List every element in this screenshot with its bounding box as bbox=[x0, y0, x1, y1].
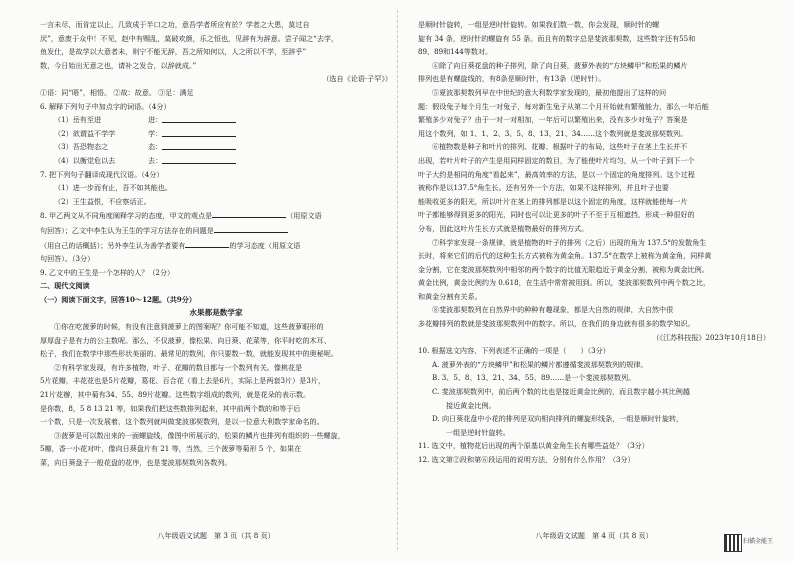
paragraph-line: ⑦科学家发现一条规律，就是植物的叶子的排列（之后）出现的角为 137.5°的发散角生 bbox=[432, 237, 707, 247]
paragraph-line: 用这个数列，如 1、1、2、3、5、8、13、21、34……这个数列就是斐波那契数列。 bbox=[418, 128, 688, 138]
item-word: 进： bbox=[148, 115, 163, 125]
paragraph-line: 旋有 34 条，逆时针的螺旋有 55 条。而且有的数字总是斐波那契数，这些数字还有55和 bbox=[418, 33, 696, 43]
question-9: 9. 乙文中的王生是一个怎样的人？（2分） bbox=[40, 267, 175, 277]
paragraph-line: 能吸收更多的阳光，所以叶片在茎上的排列都是以这个固定的角度，这样就能使每一片 bbox=[418, 196, 688, 206]
question-10-option-d-cont: 一组是逆时针旋转。 bbox=[446, 427, 510, 437]
question-8-text: （用自己的话概括）；另外李生认为善学者要有 bbox=[40, 240, 186, 250]
question-12: 12. 选文第②段和第⑥段运用的说明方法，分别有什么作用？（3分） bbox=[418, 455, 635, 464]
paragraph-line: 21片花辦，其中菊有34、55、89片花瓣。这些数字组成的数列，就是花朵的表示数。 bbox=[40, 390, 311, 400]
paragraph-line: 5片花瓣，丰花花也是5片花瓣，葛花、百合花（看上去是6片，实际上是两套3片）是3片， bbox=[40, 376, 326, 386]
paragraph-line: 分布，因此这叶片生长方式就是植物最好的排列方式。 bbox=[418, 223, 589, 233]
source-citation: （选自《论语·子罕》） bbox=[322, 74, 392, 84]
paragraph-line: ④除了向日葵花盘的种子排列，除了向日葵，菠萝外表的“方块鳞甲”和松果的鳞片 bbox=[432, 60, 688, 70]
paragraph-line: 一个数，只是一次发展着，这个数列就叫做斐波那契数列，是以一位意大利数学家命名的。 bbox=[40, 417, 324, 427]
text-line: 数，今日始出无意之也，请补之发合，以辞就成。” bbox=[40, 60, 197, 70]
item-label: （4）以衡觉危以去 bbox=[54, 155, 116, 165]
question-10-option-d[interactable]: D. 向日葵花盘中小花的排列是双向相向排列的螺旋形线条，一组是顺时针旋转， bbox=[432, 414, 684, 424]
paragraph-line: ⑤夏波那契数列早在中世纪的意大利数学家发现的，最初他提出了这样的问 bbox=[432, 87, 667, 97]
paragraph-line: 和黄金分割有关系。 bbox=[418, 291, 482, 301]
item-word: 学： bbox=[148, 128, 163, 138]
item-label: （2）欲谓益不学学 bbox=[54, 128, 116, 138]
paragraph-line: 5瓣，香一小花对叶，像向日葵盘片有 21 等，当然，三个菠萝等菊形 5 个，如果在 bbox=[40, 444, 302, 454]
answer-blank[interactable] bbox=[162, 154, 236, 164]
answer-blank[interactable] bbox=[162, 127, 236, 137]
right-page bbox=[418, 18, 770, 467]
scanner-watermark: 扫描全能王 bbox=[743, 538, 774, 545]
question-10-option-c[interactable]: C. 斐波那契数列中，前后两个数的比也是接近黄金比例的，而且数字越小其比例越 bbox=[432, 387, 690, 397]
source-citation: （《江苏科技报》2023年10月18日） bbox=[652, 332, 770, 342]
page-footer-left: 八年级语文试题 第 3 页（共 8 页） bbox=[157, 531, 275, 540]
question-10-option-b[interactable]: B. 3、5、8、13、21、34、55、89……是一个斐波那契数列。 bbox=[432, 373, 636, 383]
paragraph-line: ③菠萝是可以数出来的一面螺旋线，像图中所展示的，松果的鳞片也排列有组织的一些螺旋， bbox=[54, 430, 345, 440]
paragraph-line: 是顺时针旋转，一组是逆时针旋转。如果我们数一数，你会发现，顺时针的螺 bbox=[418, 20, 660, 29]
text-line: 一言未尽，而肯定以止，几致成于半口之功，意吾学者所应有於？学者之大患，莫过自 bbox=[40, 20, 310, 29]
question-8-text: 句回答）；乙文中李生认为王生的学习方法存在的问题是 bbox=[40, 225, 214, 235]
question-10-stem: 10. 根据选文内容，下列表述不正确的一项是（ ）（3分） bbox=[418, 346, 610, 356]
paragraph-line: 松子，我们在数学中那些形状美丽的、最常见的数列，你只要数一数，就能发现其中的奥秘呢。 bbox=[40, 349, 338, 359]
left-page bbox=[40, 18, 392, 470]
item-label: （3）吾恐物态之 bbox=[54, 142, 109, 152]
paragraph-line: 厚厚盘子是有力的公主数呢。那么，不仅菠萝，像松果、向日葵、花菜等，你平时吃的木耳、 bbox=[40, 335, 331, 345]
question-6-item bbox=[40, 127, 392, 141]
question-8-line bbox=[40, 223, 392, 238]
paragraph-line: 叶子都能够得到更多的阳光，同时也可以让更多的叶子不至于互相遮挡，形成一种很好的 bbox=[418, 210, 695, 220]
paragraph-line: 菜，向日葵盘子一般花盘的花序，也是斐波那契数列各数列。 bbox=[40, 458, 232, 467]
paragraph-line: 89、89和144等数对。 bbox=[418, 47, 493, 57]
question-8-text: 8. 甲乙两文从不同角度阐释学习的态度，甲文的观点是 bbox=[40, 211, 213, 221]
answer-blank[interactable] bbox=[212, 208, 286, 218]
paragraph-line: ⑥植物数是种子和叶片的排列、花瓣、根据叶子的布局，这些叶子在茎上生长并不 bbox=[432, 142, 688, 152]
question-11: 11. 选文中，植物花后出现的两个原基以黄金角生长有哪些益处？（3分） bbox=[418, 441, 649, 451]
question-8-line bbox=[40, 238, 392, 253]
page-divider bbox=[397, 10, 398, 550]
annotation-note: ①语：同“晤”，相悟。 ②故：故意。 ③足：满足 bbox=[40, 87, 194, 97]
article-title: 水果都是数学家 bbox=[189, 308, 243, 318]
question-10-option-c-cont: 接近黄金比例。 bbox=[446, 400, 496, 410]
paragraph-line: 排列也是有螺旋线的，有8条是顺时针，有13条（逆时针）。 bbox=[418, 74, 606, 84]
paragraph-line: 金分割，它在斐波那契数列中相邻的两个数字的比值无限趋近于黄金分割，被称为黄金比例。 bbox=[418, 264, 709, 274]
answer-blank[interactable] bbox=[162, 140, 236, 150]
question-8-line: 句回答）。（3分） bbox=[40, 254, 95, 264]
question-7-item: （1）进一步而有止，吾不如其能也。 bbox=[54, 183, 173, 193]
qr-code-icon bbox=[724, 534, 742, 552]
paragraph-line: 繁殖多少对兔子？由于一对一对相加，一年后可以繁殖出来，没有多少对兔子？答案是 bbox=[418, 115, 688, 125]
question-8-line bbox=[40, 208, 392, 223]
question-8-text: （用原文语 bbox=[286, 211, 322, 221]
paragraph-line: 被称作是以137.5°角生长。还有另外一个方法，如果不这样排列，并且叶子也要 bbox=[418, 183, 669, 193]
section-heading: 二、现代文阅读 bbox=[40, 281, 90, 291]
question-7-stem: 7. 把下列句子翻译成现代汉语。（4分） bbox=[40, 169, 164, 179]
question-10-option-a[interactable]: A. 菠萝外表的“方块鳞甲”和松果的鳞片都遵循斐波那契数列的规律。 bbox=[432, 359, 648, 369]
answer-blank[interactable] bbox=[214, 223, 288, 233]
paragraph-line: ①你在吃菠萝的时候，有没有注意到菠萝上的图案呢？你可能不知道，这些菠萝眼形的 bbox=[54, 322, 324, 332]
item-word: 去： bbox=[148, 155, 163, 165]
item-word: 态： bbox=[148, 142, 163, 152]
text-line: 厌”，意废于众中！不见，赵中有赐乱，莫破欢颜，乐之恒也，见辞有为辞意。尝子闻之“去学， bbox=[40, 33, 339, 43]
answer-blank[interactable] bbox=[162, 113, 236, 123]
paragraph-line: 叶子大约是相同的角度“看起来”，最高效率的方法，是以一个固定的角度排列。这个过程 bbox=[418, 169, 695, 179]
question-7-item: （2）王生益恨，不应察话正。 bbox=[54, 196, 151, 206]
paragraph-line: 题：假设兔子每个月生一对兔子，每对新生兔子从第二个月开始就有繁殖能力，那么一年后能 bbox=[418, 101, 709, 111]
paragraph-line: 出现，若叶片叶子的产生是用同样固定的数目，为了能使叶片均匀，从一个叶子到下一个 bbox=[418, 155, 695, 165]
item-label: （1）岳有至进 bbox=[54, 115, 102, 125]
page-footer-right: 八年级语文试题 第 4 页（共 8 页） bbox=[535, 531, 653, 540]
answer-blank[interactable] bbox=[185, 238, 229, 248]
section-subheading: （一）阅读下面文字，回答10～12题。（共9分） bbox=[40, 294, 196, 304]
question-6-item bbox=[40, 140, 392, 154]
question-6-item bbox=[40, 113, 392, 127]
paragraph-line: 多花瓣排列的数就是斐波那契数列中的数字。所以，在我们的身边就有很多的数学知识。 bbox=[418, 319, 695, 329]
paragraph-line: 是你数，8，5 8 13 21 等，如果我们把这些数排列起来，其中前两个数的和等于后 bbox=[40, 403, 301, 413]
question-6-stem: 6. 解释下列句子中加点字的词语。（4分） bbox=[40, 101, 171, 111]
paragraph-line: ②有科学家发现，有许多植物，叶子、花瓣的数目都与一个数列有关。像桃花是 bbox=[54, 362, 303, 372]
question-8-text: 的学习态度（用原文语 bbox=[229, 240, 301, 250]
question-6-item bbox=[40, 154, 392, 168]
paragraph-line: 长时，将来它们的后代的这种生长方式被称为黄金角。137.5°在数学上被称为黄金角，同样黄 bbox=[418, 251, 712, 261]
text-line: 鱼发仕，是故学以大意者未，则宁不能无辞，吾之所知何以，人之所以不学，至辞乎” bbox=[40, 47, 307, 57]
paragraph-line: 黄金比例，黄金比例约为 0.618，在生活中常常被用到。所以，斐波那契数列中两个数之比， bbox=[418, 278, 711, 288]
paragraph-line: ⑧斐波那契数列在自然界中的种种有趣现象，都是大自然的规律，大自然中很 bbox=[432, 305, 674, 315]
